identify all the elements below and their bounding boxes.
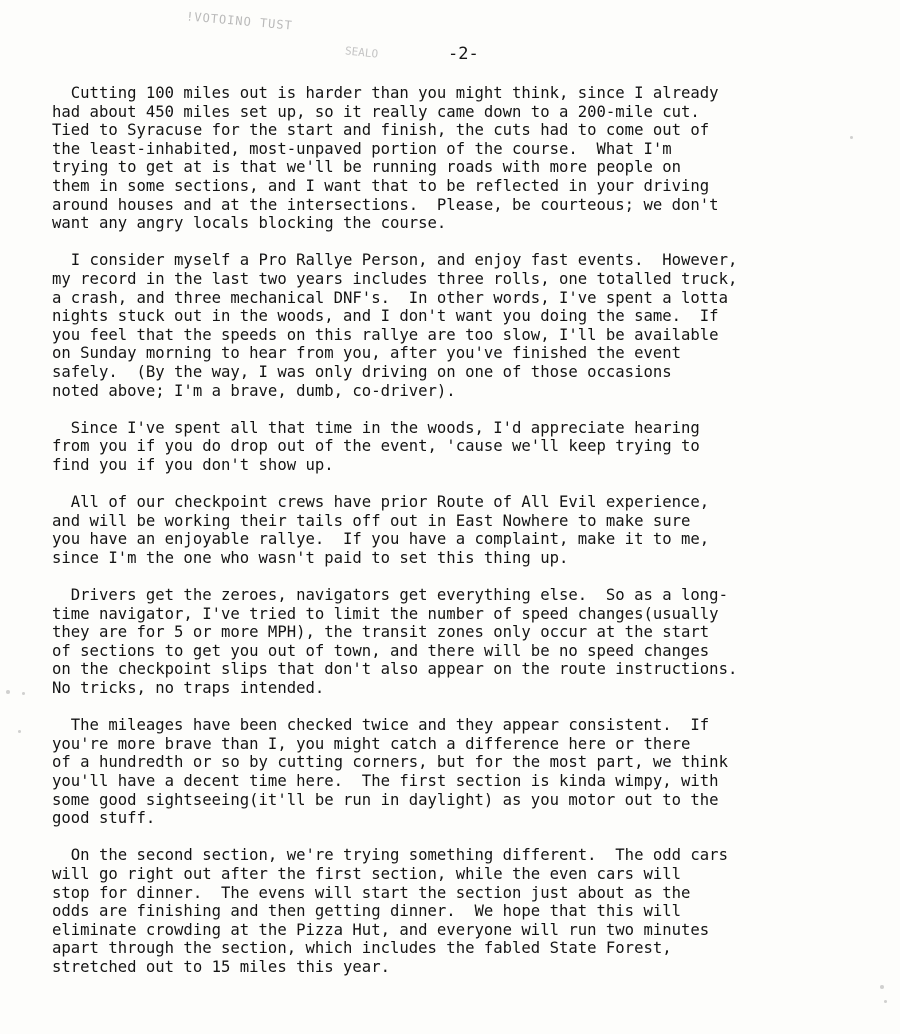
text-line: had about 450 miles set up, so it really came down to a 200-mile cut. [52,102,700,121]
text-line: good stuff. [52,809,156,828]
text-line: around houses and at the intersections. Please, be courteous; we don't [52,195,719,214]
page-number: -2- [448,44,479,64]
text-line: The mileages have been checked twice and they appear consistent. If [52,716,710,735]
text-line: the least-inhabited, most-unpaved portion of the course. What I'm [52,139,672,158]
text-line: and will be working their tails off out in East Nowhere to make sure [52,511,691,530]
text-line: on the checkpoint slips that don't also appear on the route instructions. [52,660,738,679]
text-line: of sections to get you out of town, and there will be no speed changes [52,641,710,660]
text-line: noted above; I'm a brave, dumb, co-driver). [52,381,456,400]
text-line: stop for dinner. The evens will start the section just about as the [52,883,691,902]
text-line: trying to get at is that we'll be running roads with more people on [52,158,682,177]
text-line: you'll have a decent time here. The first section is kinda wimpy, with [52,771,719,790]
letter-body [52,84,882,995]
text-line: want any angry locals blocking the course. [52,214,447,233]
scan-speckle [6,690,10,694]
text-line: will go right out after the first section, while the even cars will [52,864,682,883]
paragraph [52,846,882,976]
text-line: time navigator, I've tried to limit the number of speed changes(usually [52,604,719,623]
text-line: Drivers get the zeroes, navigators get everything else. So as a long- [52,586,728,605]
text-line: nights stuck out in the woods, and I don't want you doing the same. If [52,307,719,326]
paragraph [52,251,882,400]
paragraph [52,419,882,475]
text-line: you feel that the speeds on this rallye are too slow, I'll be available [52,325,719,344]
scan-speckle [884,1000,887,1003]
paragraph [52,84,882,233]
text-line: you have an enjoyable rallye. If you have a complaint, make it to me, [52,530,710,549]
scan-speckle [850,136,853,139]
text-line: Since I've spent all that time in the woods, I'd appreciate hearing [52,418,700,437]
text-line: on Sunday morning to hear from you, after you've finished the event [52,344,682,363]
paragraph [52,493,882,567]
paragraph [52,586,882,698]
text-line: All of our checkpoint crews have prior Route of All Evil experience, [52,493,710,512]
bleed-through-text-2: SEALO [344,44,379,61]
text-line: apart through the section, which includes the fabled State Forest, [52,939,672,958]
text-line: On the second section, we're trying something different. The odd cars [52,846,728,865]
text-line: my record in the last two years includes three rolls, one totalled truck, [52,269,738,288]
scan-speckle [22,692,25,695]
text-line: Cutting 100 miles out is harder than you might think, since I already [52,84,719,102]
text-line: they are for 5 or more MPH), the transit zones only occur at the start [52,623,710,642]
text-line: stretched out to 15 miles this year. [52,957,390,976]
text-line: of a hundredth or so by cutting corners, but for the most part, we think [52,753,728,772]
bleed-through-text: !VOTOINO TUST [185,9,294,33]
text-line: I consider myself a Pro Rallye Person, and enjoy fast events. However, [52,251,738,270]
text-line: No tricks, no traps intended. [52,679,325,697]
text-line: find you if you don't show up. [52,455,334,474]
scan-speckle [880,985,884,989]
text-line: odds are finishing and then getting dinner. We hope that this will [52,902,682,921]
paragraph [52,716,882,828]
text-line: some good sightseeing(it'll be run in daylight) as you motor out to the [52,790,719,809]
text-line: a crash, and three mechanical DNF's. In other words, I've spent a lotta [52,288,728,307]
text-line: Tied to Syracuse for the start and finish, the cuts had to come out of [52,121,710,140]
text-line: you're more brave than I, you might catch a difference here or there [52,734,691,753]
text-line: from you if you do drop out of the event, 'cause we'll keep trying to [52,437,700,456]
text-line: since I'm the one who wasn't paid to set this thing up. [52,548,569,567]
text-line: them in some sections, and I want that to be reflected in your driving [52,176,710,195]
scan-speckle [18,730,21,733]
text-line: safely. (By the way, I was only driving on one of those occasions [52,362,672,381]
text-line: eliminate crowding at the Pizza Hut, and everyone will run two minutes [52,920,710,939]
